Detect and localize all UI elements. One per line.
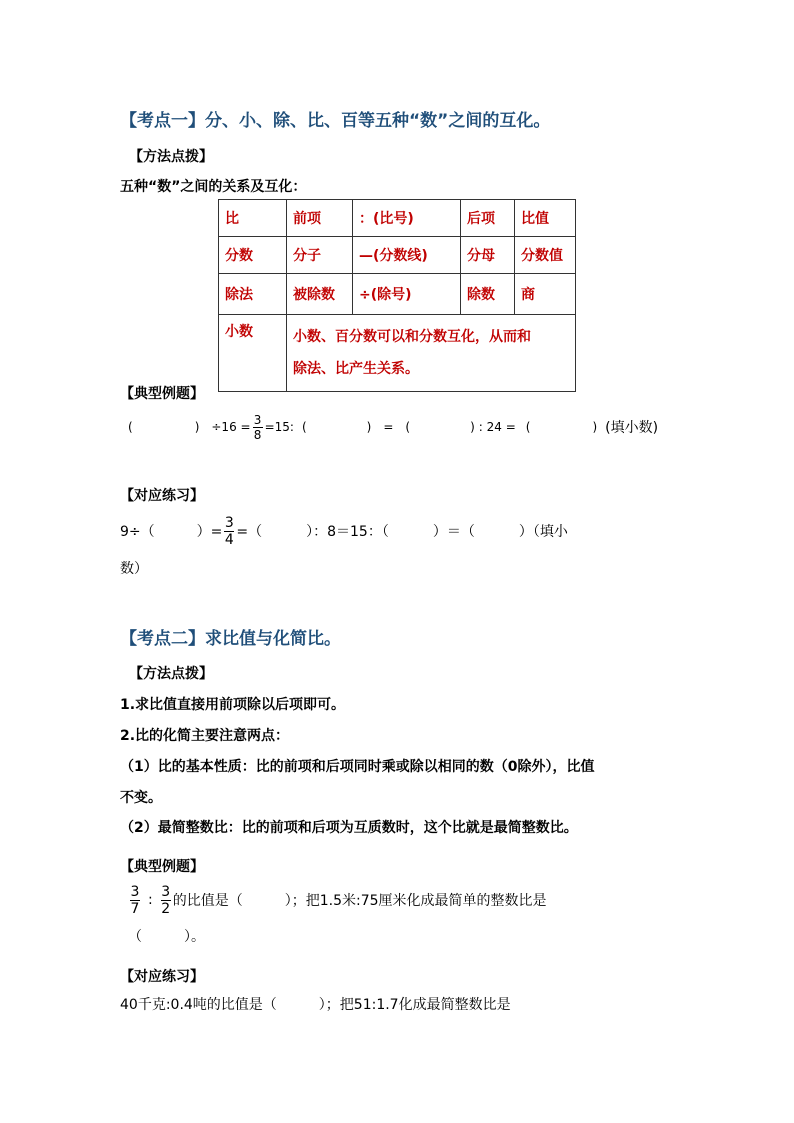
section2-practice-label: 【对应练习】 — [120, 969, 204, 985]
table-cell: 比 — [219, 200, 287, 237]
paren-close: ) — [470, 420, 475, 434]
fraction — [253, 413, 263, 442]
section1-heading: 【考点一】分、小、除、比、百等五种“数”之间的互化。 — [120, 111, 551, 131]
table-cell: 除法 — [219, 274, 287, 315]
denominator: 4 — [224, 531, 234, 548]
text: : — [148, 892, 153, 908]
table-cell: 前项 — [287, 200, 353, 237]
text: ÷16 = — [211, 420, 251, 434]
practice2-line: 40千克:0.4吨的比值是（ ）；把51:1.7化成最简整数比是 — [120, 997, 511, 1013]
paren-open: ( — [301, 420, 307, 434]
numerator: 3 — [253, 412, 262, 427]
table-row — [219, 315, 576, 392]
table-row — [219, 237, 576, 274]
paren-open: ( — [405, 420, 411, 434]
merged-line-2: 除法、比产生关系。 — [293, 361, 419, 377]
table-cell: 小数 — [219, 315, 287, 392]
denominator: 8 — [253, 427, 262, 442]
section2-example-label: 【典型例题】 — [120, 859, 204, 875]
example1-line — [128, 412, 658, 442]
numerator: 3 — [161, 883, 171, 900]
text: 的比值是（ ）；把1.5米:75厘米化成最简单的整数比是 — [172, 893, 547, 909]
table-cell: 比值 — [515, 200, 576, 237]
fraction — [161, 884, 171, 917]
table-cell: 被除数 — [287, 274, 353, 315]
method-line-3a: （1）比的基本性质：比的前项和后项同时乘或除以相同的数（0除外），比值 — [120, 759, 595, 775]
table-cell: 分数 — [219, 237, 287, 274]
text: : 24 = — [478, 420, 516, 434]
table-cell: 后项 — [461, 200, 515, 237]
table-cell: 除数 — [461, 274, 515, 315]
numerator: 3 — [130, 883, 140, 900]
table-cell: —(分数线) — [353, 237, 461, 274]
practice1-line — [120, 512, 568, 550]
text: = — [383, 420, 394, 434]
example2-line — [128, 881, 547, 919]
paren-close: ) — [194, 420, 200, 434]
section2-heading: 【考点二】求比值与化简比。 — [120, 629, 341, 649]
method-line-1: 1.求比值直接用前项除以后项即可。 — [120, 697, 346, 713]
table-cell: 分子 — [287, 237, 353, 274]
text: ）（填小 — [518, 524, 568, 540]
method-line-4: （2）最简整数比：比的前项和后项为互质数时，这个比就是最简整数比。 — [120, 820, 578, 836]
paren-close: ) — [592, 420, 598, 434]
method-line-2: 2.比的化简主要注意两点： — [120, 728, 290, 744]
text: =15: — [264, 420, 294, 434]
denominator: 7 — [130, 900, 140, 917]
denominator: 2 — [161, 900, 171, 917]
paren-open: ( — [128, 420, 133, 434]
text: 9÷（ — [120, 524, 155, 540]
table-row — [219, 200, 576, 237]
table-row — [219, 274, 576, 315]
table-cell: 商 — [515, 274, 576, 315]
numerator: 3 — [224, 514, 234, 531]
table-cell-merged — [287, 315, 576, 392]
relation-title: 五种“数”之间的关系及互化： — [120, 179, 307, 195]
fill-hint: (填小数) — [605, 420, 659, 436]
paren-open: ( — [525, 420, 531, 434]
section1-practice-label: 【对应练习】 — [120, 488, 204, 504]
text: =（ — [236, 524, 263, 540]
text: ）＝（ — [432, 524, 475, 540]
table-cell: 分母 — [461, 237, 515, 274]
fraction — [224, 515, 234, 548]
relation-table — [218, 199, 576, 392]
section1-method-label: 【方法点拨】 — [129, 149, 213, 165]
table-cell: 分数值 — [515, 237, 576, 274]
example2-wrap: （ ）。 — [128, 929, 205, 945]
text: ）= — [196, 524, 223, 540]
merged-line-1: 小数、百分数可以和分数互化，从而和 — [293, 329, 531, 345]
table-cell: ÷(除号) — [353, 274, 461, 315]
section1-example-label: 【典型例题】 — [120, 386, 204, 402]
section2-method-label: 【方法点拨】 — [129, 666, 213, 682]
text: ）：8＝15：（ — [306, 524, 389, 540]
paren-close: ) — [366, 420, 372, 434]
method-line-3b: 不变。 — [120, 790, 162, 806]
practice1-wrap: 数） — [120, 561, 148, 577]
fraction — [130, 884, 140, 917]
table-cell: ：(比号) — [353, 200, 461, 237]
